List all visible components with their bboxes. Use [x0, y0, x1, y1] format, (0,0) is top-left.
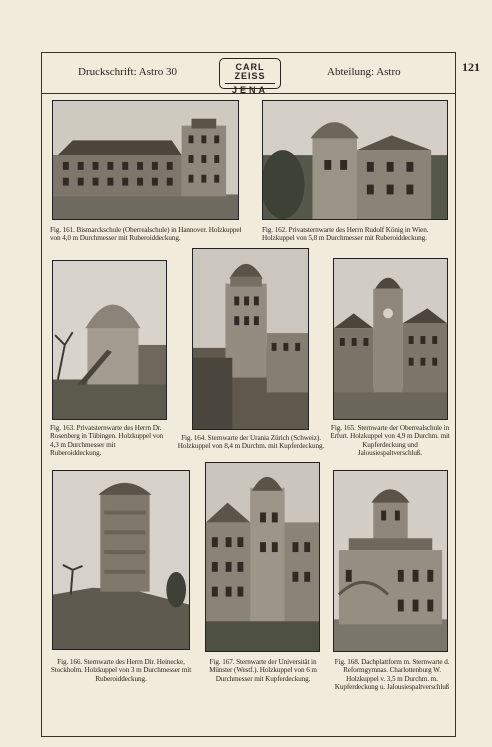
caption-fig-167: Fig. 167. Sternwarte der Universität in Münster (Westf.). Holzkuppel von 6 m Durchmesser mit Kupferdeckung.	[209, 658, 317, 683]
logo-line-2: JENA	[231, 85, 268, 95]
caption-fig-165: Fig. 165. Sternwarte der Oberrealschule in Erfurt. Holzkuppel von 4,9 m Durchm. mit Kupferdeckung und Jalousiespaltverschluß.	[330, 424, 450, 458]
caption-fig-163: Fig. 163. Privatsternwarte des Herrn Dr. Rosenberg in Tübingen. Holzkuppel von 4,3 m Durchmesser mit Ruberoiddeckung.	[50, 424, 164, 458]
header-left-text: Druckschrift: Astro 30	[78, 66, 177, 78]
photo-fig-163	[52, 260, 167, 420]
photo-fig-162	[262, 100, 448, 220]
caption-fig-161: Fig. 161. Bismarckschule (Oberrealschule) in Hannover. Holzkuppel von 4,0 m Durchmesser mit Ruberoiddeckung.	[50, 226, 242, 243]
caption-fig-166: Fig. 166. Sternwarte des Herrn Dir. Heinecke, Stockholm. Holzkuppel von 3 m Durchmesser mit Ruberoiddeckung.	[50, 658, 192, 683]
logo-line-1: CARL ZEISS	[225, 59, 275, 84]
photo-fig-168	[333, 470, 448, 652]
photo-fig-164	[192, 248, 309, 430]
photo-fig-161	[52, 100, 239, 220]
header-right-text: Abteilung: Astro	[327, 66, 401, 78]
photo-fig-165	[333, 258, 448, 420]
page-number: 121	[462, 60, 480, 74]
photo-fig-167	[205, 462, 320, 652]
caption-fig-168: Fig. 168. Dachplattform m. Sternwarte d. Reformgymnas. Charlottenburg W. Holzkuppel v. 3,5 m Durchm. m. Kupferdeckung u. Jalousiespaltverschluß	[334, 658, 450, 692]
photo-fig-166	[52, 470, 190, 650]
zeiss-logo	[219, 58, 281, 95]
caption-fig-164: Fig. 164. Sternwarte der Urania Zürich (Schweiz). Holzkuppel von 8,4 m Durchm. mit Kupferdeckung.	[177, 434, 325, 451]
caption-fig-162: Fig. 162. Privatsternwarte des Herrn Rudolf König in Wien. Holzkuppel von 5,8 m Durchmesser mit Ruberoiddeckung.	[262, 226, 429, 243]
